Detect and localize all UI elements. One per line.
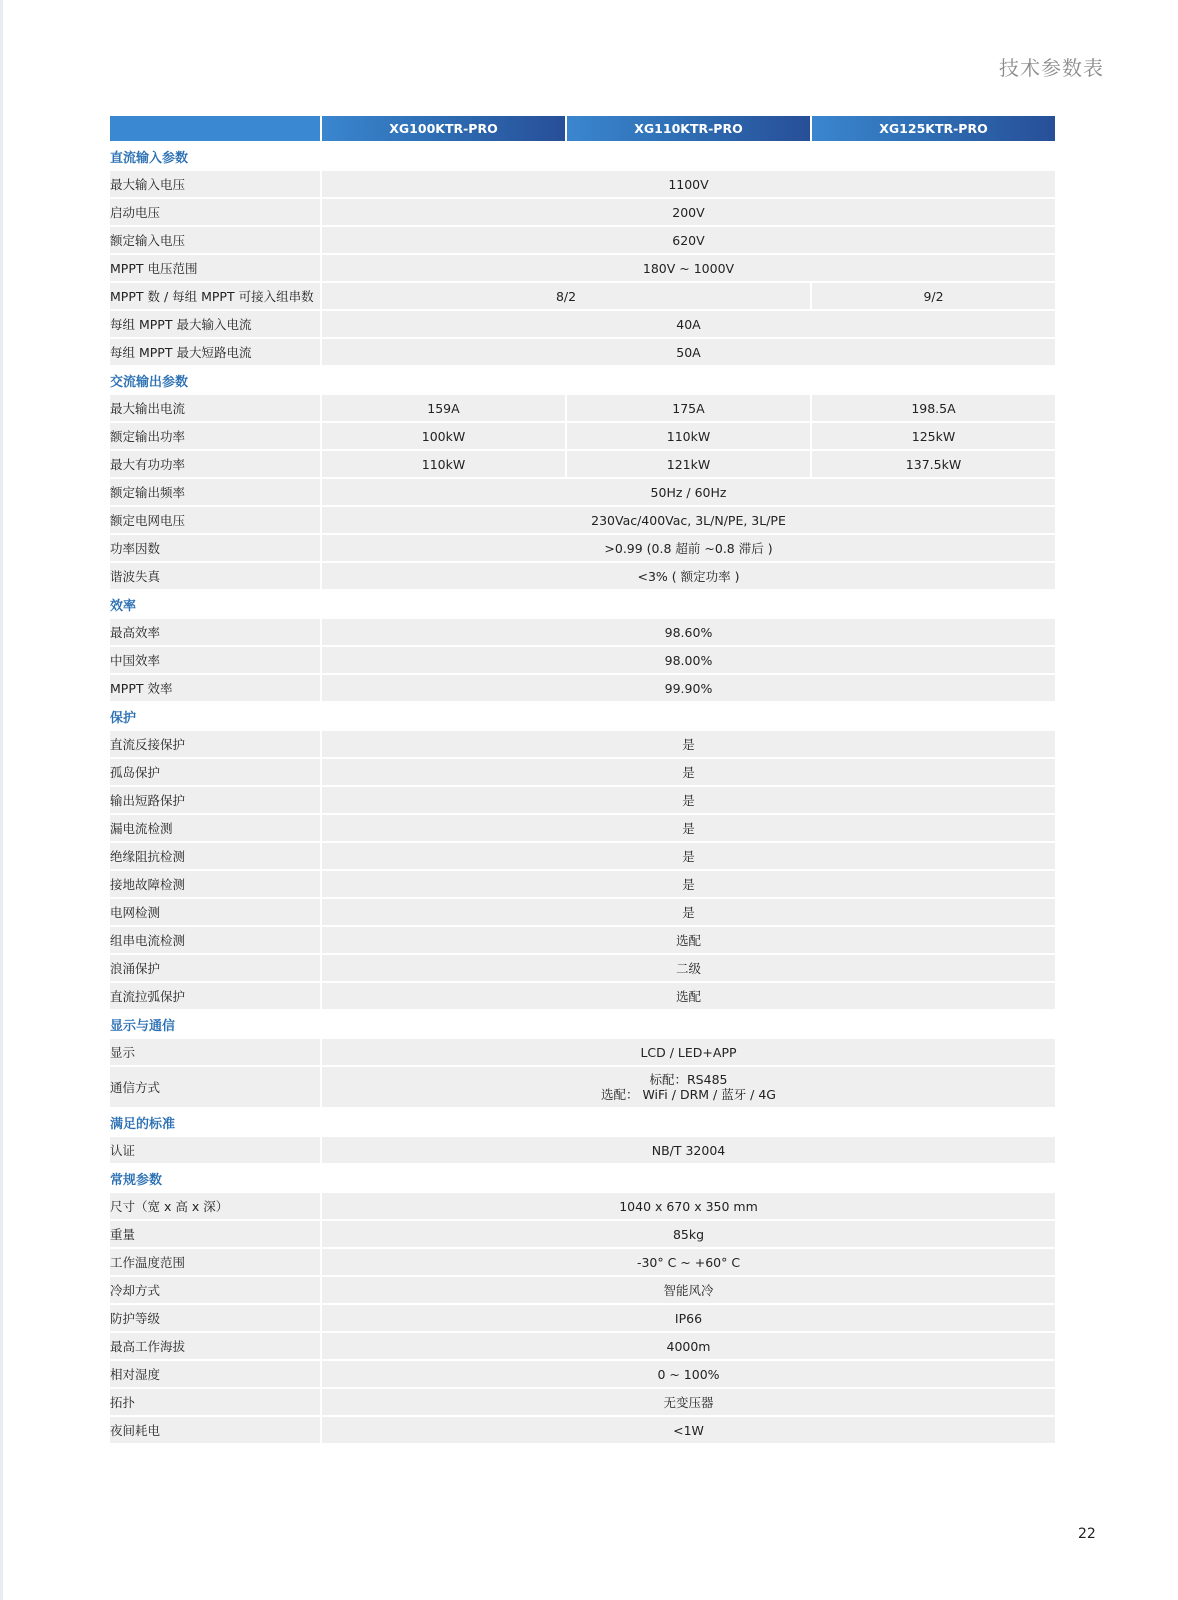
section-header-row	[110, 591, 1055, 619]
row-value: >0.99 (0.8 超前 ~0.8 滞后 )	[320, 535, 1055, 563]
row-value: 40A	[320, 311, 1055, 339]
table-row	[110, 1039, 1055, 1067]
section-title: 交流输出参数	[110, 367, 1055, 395]
row-value: 100kW	[320, 423, 565, 451]
table-row	[110, 955, 1055, 983]
row-label: 启动电压	[110, 199, 320, 227]
table-row	[110, 843, 1055, 871]
table-row	[110, 423, 1055, 451]
row-value: 是	[320, 871, 1055, 899]
table-row	[110, 311, 1055, 339]
row-label: 防护等级	[110, 1305, 320, 1333]
spec-table-body	[110, 143, 1055, 1445]
section-header-row	[110, 1165, 1055, 1193]
row-value: 110kW	[320, 451, 565, 479]
row-value: 选配	[320, 983, 1055, 1011]
row-value: 0 ~ 100%	[320, 1361, 1055, 1389]
row-label: 额定输出功率	[110, 423, 320, 451]
row-value: 是	[320, 843, 1055, 871]
row-value: 是	[320, 759, 1055, 787]
row-value: 4000m	[320, 1333, 1055, 1361]
row-value: 620V	[320, 227, 1055, 255]
table-row	[110, 451, 1055, 479]
row-value: 137.5kW	[810, 451, 1055, 479]
table-row	[110, 1361, 1055, 1389]
table-row	[110, 871, 1055, 899]
row-value: 选配	[320, 927, 1055, 955]
table-row	[110, 619, 1055, 647]
row-label: 浪涌保护	[110, 955, 320, 983]
section-header-row	[110, 703, 1055, 731]
row-value: 110kW	[565, 423, 810, 451]
row-label: 夜间耗电	[110, 1417, 320, 1445]
section-title: 保护	[110, 703, 1055, 731]
section-header-row	[110, 1011, 1055, 1039]
table-row	[110, 479, 1055, 507]
row-label: 功率因数	[110, 535, 320, 563]
row-value: 是	[320, 731, 1055, 759]
row-value: 无变压器	[320, 1389, 1055, 1417]
row-value: IP66	[320, 1305, 1055, 1333]
table-header-row	[110, 116, 1055, 143]
header-corner-cell	[110, 116, 320, 143]
row-value: 1040 x 670 x 350 mm	[320, 1193, 1055, 1221]
table-row	[110, 535, 1055, 563]
row-label: 孤岛保护	[110, 759, 320, 787]
row-value: 1100V	[320, 171, 1055, 199]
table-row	[110, 395, 1055, 423]
value-line: 选配： WiFi / DRM / 蓝牙 / 4G	[601, 1087, 776, 1102]
table-row	[110, 759, 1055, 787]
row-value: 125kW	[810, 423, 1055, 451]
table-row	[110, 815, 1055, 843]
table-row	[110, 171, 1055, 199]
row-label: 最高效率	[110, 619, 320, 647]
page-number: 22	[1078, 1526, 1096, 1542]
section-title: 显示与通信	[110, 1011, 1055, 1039]
table-row	[110, 1389, 1055, 1417]
row-value: -30° C ~ +60° C	[320, 1249, 1055, 1277]
row-value: 121kW	[565, 451, 810, 479]
row-label: 漏电流检测	[110, 815, 320, 843]
row-value: 198.5A	[810, 395, 1055, 423]
section-title: 直流输入参数	[110, 143, 1055, 171]
page-title: 技术参数表	[999, 56, 1104, 80]
row-label: 额定输入电压	[110, 227, 320, 255]
row-value: 50A	[320, 339, 1055, 367]
row-value: 二级	[320, 955, 1055, 983]
table-row	[110, 731, 1055, 759]
table-row	[110, 899, 1055, 927]
table-row	[110, 787, 1055, 815]
row-value: <1W	[320, 1417, 1055, 1445]
table-row	[110, 675, 1055, 703]
row-value: 是	[320, 899, 1055, 927]
row-label: MPPT 效率	[110, 675, 320, 703]
row-value: <3% ( 额定功率 )	[320, 563, 1055, 591]
row-label: 认证	[110, 1137, 320, 1165]
row-label: 直流拉弧保护	[110, 983, 320, 1011]
row-label: 工作温度范围	[110, 1249, 320, 1277]
table-row	[110, 339, 1055, 367]
table-row	[110, 1067, 1055, 1109]
table-row	[110, 927, 1055, 955]
row-label: 相对湿度	[110, 1361, 320, 1389]
row-label: 组串电流检测	[110, 927, 320, 955]
row-label: 每组 MPPT 最大输入电流	[110, 311, 320, 339]
row-label: 最大有功功率	[110, 451, 320, 479]
row-label: 中国效率	[110, 647, 320, 675]
section-header-row	[110, 143, 1055, 171]
table-row	[110, 1193, 1055, 1221]
table-row	[110, 255, 1055, 283]
row-value: 是	[320, 787, 1055, 815]
table-row	[110, 1137, 1055, 1165]
row-label: 拓扑	[110, 1389, 320, 1417]
row-label: 额定电网电压	[110, 507, 320, 535]
table-row	[110, 507, 1055, 535]
row-label: 重量	[110, 1221, 320, 1249]
row-value: 200V	[320, 199, 1055, 227]
table-row	[110, 199, 1055, 227]
row-label: 直流反接保护	[110, 731, 320, 759]
row-value: 180V ~ 1000V	[320, 255, 1055, 283]
table-row	[110, 227, 1055, 255]
row-label: 额定输出频率	[110, 479, 320, 507]
model-header: XG110KTR-PRO	[565, 116, 810, 143]
table-row	[110, 647, 1055, 675]
row-value: 是	[320, 815, 1055, 843]
row-value: 99.90%	[320, 675, 1055, 703]
row-label: 最高工作海拔	[110, 1333, 320, 1361]
row-value: NB/T 32004	[320, 1137, 1055, 1165]
section-title: 效率	[110, 591, 1055, 619]
row-label: 显示	[110, 1039, 320, 1067]
row-label: 冷却方式	[110, 1277, 320, 1305]
table-row	[110, 283, 1055, 311]
table-row	[110, 1249, 1055, 1277]
value-line: 标配：RS485	[649, 1072, 728, 1087]
model-header: XG125KTR-PRO	[810, 116, 1055, 143]
row-value: 230Vac/400Vac, 3L/N/PE, 3L/PE	[320, 507, 1055, 535]
table-row	[110, 1305, 1055, 1333]
row-label: 电网检测	[110, 899, 320, 927]
spec-table	[110, 116, 1055, 1445]
row-label: 通信方式	[110, 1067, 320, 1109]
table-row	[110, 1221, 1055, 1249]
row-value: 98.00%	[320, 647, 1055, 675]
row-label: 谐波失真	[110, 563, 320, 591]
section-title: 常规参数	[110, 1165, 1055, 1193]
row-label: 每组 MPPT 最大短路电流	[110, 339, 320, 367]
model-header: XG100KTR-PRO	[320, 116, 565, 143]
row-value: LCD / LED+APP	[320, 1039, 1055, 1067]
row-value: 98.60%	[320, 619, 1055, 647]
row-value	[320, 1067, 1055, 1109]
row-value: 9/2	[810, 283, 1055, 311]
row-label: MPPT 电压范围	[110, 255, 320, 283]
table-row	[110, 1333, 1055, 1361]
row-label: 尺寸（宽 x 高 x 深）	[110, 1193, 320, 1221]
table-row	[110, 983, 1055, 1011]
row-value: 智能风冷	[320, 1277, 1055, 1305]
row-value: 159A	[320, 395, 565, 423]
row-label: 接地故障检测	[110, 871, 320, 899]
section-header-row	[110, 1109, 1055, 1137]
row-value: 8/2	[320, 283, 810, 311]
row-label: 绝缘阻抗检测	[110, 843, 320, 871]
row-label: 最大输出电流	[110, 395, 320, 423]
section-title: 满足的标准	[110, 1109, 1055, 1137]
row-value: 50Hz / 60Hz	[320, 479, 1055, 507]
row-label: 输出短路保护	[110, 787, 320, 815]
table-row	[110, 1277, 1055, 1305]
page-edge	[0, 0, 3, 1600]
row-value: 85kg	[320, 1221, 1055, 1249]
table-row	[110, 1417, 1055, 1445]
section-header-row	[110, 367, 1055, 395]
row-value: 175A	[565, 395, 810, 423]
table-row	[110, 563, 1055, 591]
row-label: 最大输入电压	[110, 171, 320, 199]
row-label: MPPT 数 / 每组 MPPT 可接入组串数	[110, 283, 320, 311]
